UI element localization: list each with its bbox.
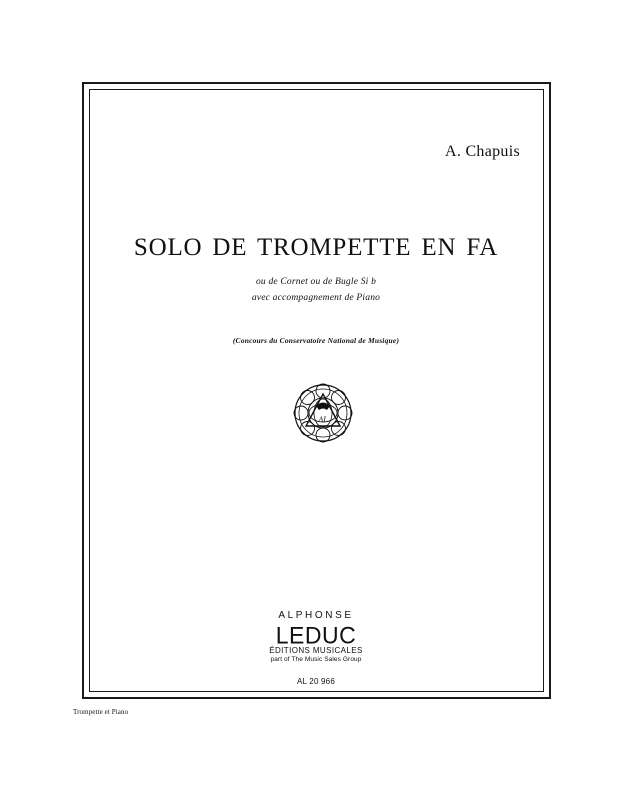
publisher-subtitle: ÉDITIONS MUSICALES	[269, 646, 363, 655]
piece-title: SOLO DE TROMPETTE EN FA	[133, 234, 499, 261]
instrumentation-footer: Trompette et Piano	[73, 708, 129, 716]
publisher-emblem-icon	[292, 382, 354, 444]
publisher-firstname: ALPHONSE	[278, 610, 354, 621]
composer-name: A. Chapuis	[445, 143, 520, 160]
instrumentation-line-1: ou de Cornet ou de Bugle Si b	[255, 277, 377, 287]
instrumentation-line-2: avec accompagnement de Piano	[251, 293, 381, 303]
publisher-name: LEDUC	[275, 621, 357, 649]
publisher-group: part of The Music Sales Group	[270, 656, 362, 663]
catalog-number: AL 20 966	[297, 677, 335, 686]
emblem-monogram: AL	[318, 415, 328, 424]
competition-note: (Concours du Conservatoire National de Musique)	[232, 336, 400, 345]
